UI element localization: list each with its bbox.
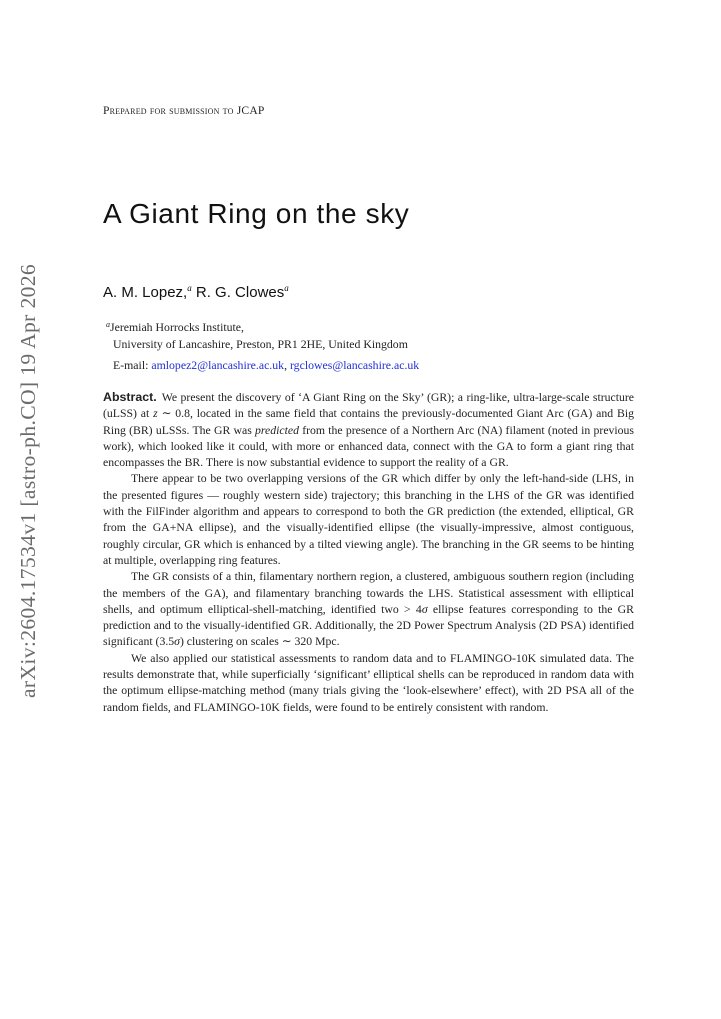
affiliation-address: University of Lancashire, Preston, PR1 2HE, United Kingdom [113, 337, 408, 351]
author-list [103, 283, 289, 301]
abstract-paragraph-4: We also applied our statistical assessments to random data and to FLAMINGO-10K simulated data. The results demonstrate that, while superficially ‘significant’ elliptical shells can be reproduced in random data with the optimum ellipse-matching method (many trials giving the ‘look-elsewhere’ effect), with 2D PSA all of the random fields, and FLAMINGO-10K fields, were found to be entirely consistent with random. [103, 651, 634, 714]
abstract-paragraph-1: Abstract. We present the discovery of ‘A Giant Ring on the Sky’ (GR); a ring-like, ultra-large-scale structure (uLSS) at z ∼ 0.8, located in the same field that contains the previously-documented Giant Arc (GA) and Big Ring (BR) uLSSs. The GR was predicted from the presence of a Northern Arc (NA) filament (noted in previous work), which looked like it could, with more or enhanced data, connect with the GA to form a giant ring that encompasses the BR. There is now substantial evidence to support the reality of a GR. [103, 390, 634, 470]
emphasis-predicted: predicted [255, 423, 299, 437]
email-link-clowes[interactable]: rgclowes@lancashire.ac.uk [289, 358, 420, 372]
sigma-symbol: σ [174, 635, 180, 649]
submission-note: Prepared for submission to JCAP [103, 104, 265, 117]
affiliation-institute: Jeremiah Horrocks Institute, [110, 320, 244, 334]
abstract-section [103, 389, 634, 716]
abstract-heading: Abstract. [103, 390, 157, 404]
redshift-symbol: z [153, 407, 158, 421]
sigma-symbol: σ [421, 602, 428, 616]
affiliation-mark: a [106, 320, 110, 329]
email-line [113, 358, 419, 373]
abstract-paragraph-3: The GR consists of a thin, filamentary northern region, a clustered, ambiguous southern region (including the members of the GA), and filamentary branching towards the LHS. Statistical assessment with elliptical shells, and optimum elliptical-shell-matching, identified two > 4σ ellipse features corresponding to the GR prediction and to the visually-identified GR. Additionally, the 2D Power Spectrum Analysis (2D PSA) identified significant (3.5σ) clustering on scales ∼ 320 Mpc. [103, 570, 635, 649]
abstract-paragraph-2: There appear to be two overlapping versions of the GR which differ by only the left-hand-side (LHS, in the presented figures — roughly western side) trajectory; this branching in the LHS of the GR was identified with the FilFinder algorithm and appears to correspond to both the GR prediction (the extended, elliptical, GR from the GA+NA ellipse), and the visually-identified ellipse (the visually-impressive, almost contiguous, roughly circular, GR which is enhanced by a tilted viewing angle). The branching in the GR seems to be hinting at multiple, overlapping ring features. [103, 472, 634, 567]
author-lopez-affil-mark: a [187, 283, 192, 293]
email-link-lopez[interactable]: amlopez2@lancashire.ac.uk [151, 358, 285, 372]
email-label: E-mail: [113, 358, 149, 372]
author-clowes-affil-mark: a [284, 283, 289, 293]
email-separator: , [284, 358, 288, 372]
author-lopez: A. M. Lopez, [103, 284, 188, 301]
arxiv-identifier-stamp: arXiv:2604.17534v1 [astro-ph.CO] 19 Apr 2026 [16, 263, 40, 698]
affiliation-block [106, 316, 408, 353]
author-clowes: R. G. Clowes [195, 284, 285, 301]
paper-title: A Giant Ring on the sky [103, 198, 410, 229]
